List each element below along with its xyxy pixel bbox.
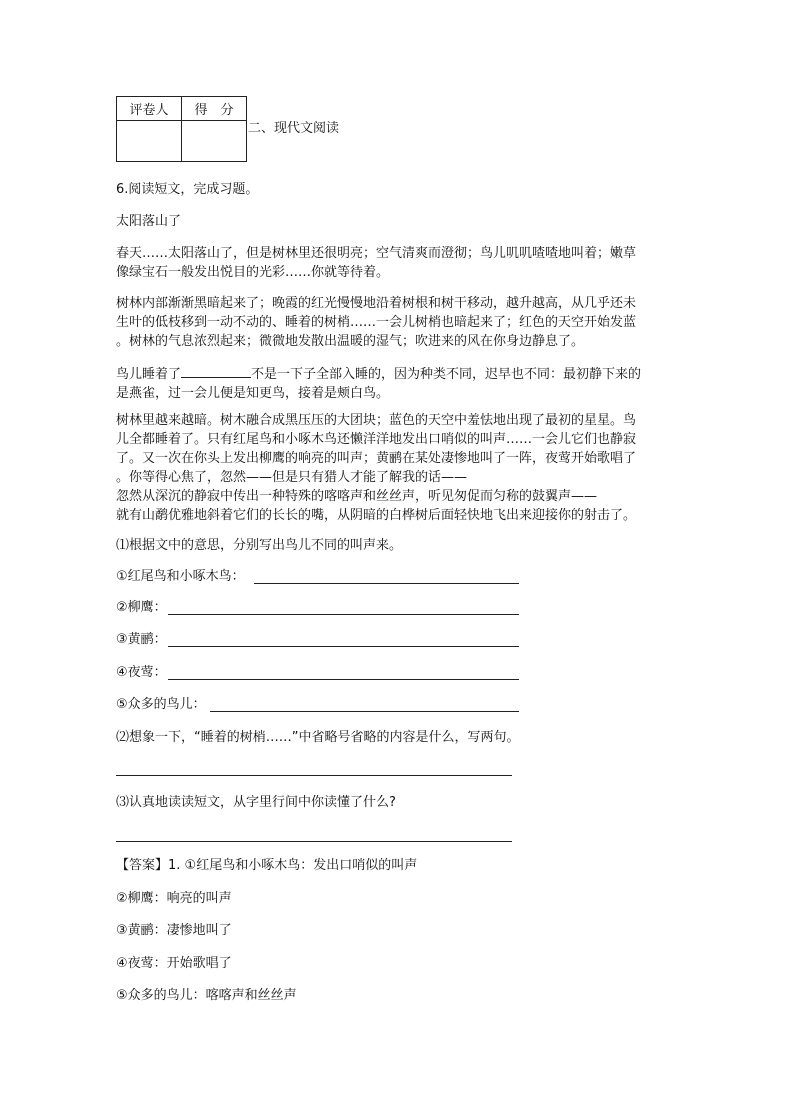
paragraph-line: 忽然从深沉的静寂中传出一种特殊的喀喀声和丝丝声，听见匆促而匀称的鼓翼声—— [116, 489, 598, 504]
q1-item-label: ⑤众多的鸟儿： [116, 697, 206, 712]
q1-answer-line[interactable] [168, 646, 519, 647]
question-instruction: 6.阅读短文，完成习题。 [116, 182, 259, 197]
q1-item-label: ①红尾鸟和小啄木鸟： [116, 569, 245, 584]
passage-paragraph-1 [116, 244, 676, 282]
q1-item-label: ③黄鹂： [116, 632, 167, 647]
score-table-header-grader: 评卷人 [117, 97, 182, 121]
paragraph-line: 儿全都睡着了。只有红尾鸟和小啄木鸟还懒洋洋地发出口哨似的叫声……一会儿它们也静寂 [116, 432, 637, 447]
q1-answer-line[interactable] [168, 614, 519, 615]
answer-line: ⑤众多的鸟儿：喀喀声和丝丝声 [116, 988, 297, 1003]
answer-line: ④夜莺：开始歌唱了 [116, 956, 232, 971]
q3-prompt: ⑶认真地读读短文，从字里行间中你读懂了什么? [116, 795, 396, 810]
paragraph-line: 。你等得心焦了，忽然——但是只有猎人才能了解我的话—— [116, 470, 468, 485]
paragraph-line: 树林里越来越暗。树木融合成黑压压的大团块；蓝色的天空中羞怯地出现了最初的星星。鸟 [116, 413, 637, 428]
paragraph-line: 树林内部渐渐黑暗起来了；晚霞的红光慢慢地沿着树根和树干移动，越升越高，从几乎还未 [116, 296, 637, 311]
paragraph-text: 鸟儿睡着了 [116, 367, 182, 382]
answer-label: 【答案】 [116, 858, 169, 873]
answer-line: ②柳鹰：响亮的叫声 [116, 891, 232, 906]
paragraph-line: 像绿宝石一般发出悦目的光彩……你就等待着。 [116, 265, 390, 280]
q1-answer-line[interactable] [210, 711, 519, 712]
paragraph-line: 是燕雀，过一会儿便是知更鸟，接着是颊白鸟。 [116, 386, 390, 401]
score-table [116, 96, 247, 162]
q1-answer-line[interactable] [168, 679, 519, 680]
answer-line: ③黄鹂：凄惨地叫了 [116, 923, 232, 938]
paragraph-line: 了。又一次在你头上发出柳鹰的响亮的叫声；黄鹂在某处凄惨地叫了一阵，夜莺开始歌唱了 [116, 451, 637, 466]
answer-text: 1. ①红尾鸟和小啄木鸟：发出口哨似的叫声 [168, 858, 418, 873]
passage-paragraph-3 [116, 363, 676, 403]
passage-title: 太阳落山了 [116, 214, 182, 229]
fill-in-blank[interactable] [181, 363, 251, 378]
paragraph-text: 不是一下子全部入睡的，因为种类不同，迟早也不同：最初静下来的 [251, 367, 642, 382]
score-table-header-score: 得 分 [182, 97, 247, 121]
paragraph-line: 就有山鹬优雅地斜着它们的长长的嘴，从阴暗的白桦树后面轻快地飞出来迎接你的射击了。 [116, 508, 637, 523]
grader-cell[interactable] [117, 121, 182, 162]
answer-first-line [116, 856, 417, 875]
q1-item-label: ④夜莺： [116, 665, 167, 680]
score-cell[interactable] [182, 121, 247, 162]
q2-answer-line[interactable] [116, 775, 512, 776]
section-title: 二、现代文阅读 [248, 121, 340, 136]
q3-answer-line[interactable] [116, 841, 512, 842]
paragraph-line: 。树林的气息浓烈起来；微微地发散出温暖的湿气；吹进来的风在你身边静息了。 [116, 334, 585, 349]
passage-paragraph-2 [116, 294, 676, 351]
paragraph-line: 春天……太阳落山了，但是树林里还很明亮；空气清爽而澄彻；鸟儿叽叽喳喳地叫着；嫩草 [116, 246, 637, 261]
q1-prompt: ⑴根据文中的意思，分别写出鸟儿不同的叫声来。 [116, 538, 403, 553]
q1-answer-line[interactable] [254, 583, 519, 584]
paragraph-line: 生叶的低枝移到一动不动的、睡着的树梢……一会儿树梢也暗起来了；红色的天空开始发蓝 [116, 315, 637, 330]
q1-item-label: ②柳鹰： [116, 600, 167, 615]
passage-paragraph-4 [116, 411, 676, 525]
q2-prompt: ⑵想象一下，“睡着的树梢……”中省略号省略的内容是什么，写两句。 [116, 730, 520, 745]
paragraph-line [116, 363, 676, 384]
